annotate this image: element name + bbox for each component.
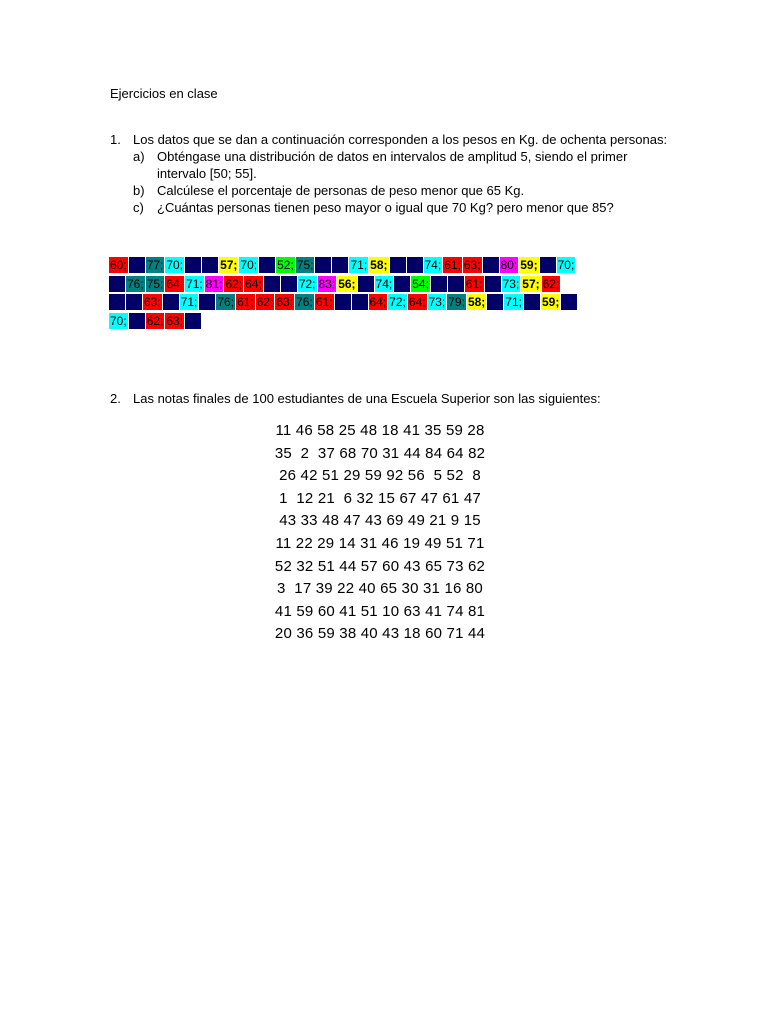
weight-value-text: 73; [502,276,520,291]
weight-value-text: 59; [541,295,560,309]
grades-row: 52 32 51 44 57 60 43 65 73 62 [274,557,486,575]
grades-row: 11 46 58 25 48 18 41 35 59 28 [275,422,485,439]
weight-value [394,276,410,292]
weight-value [180,294,199,310]
weight-value [485,276,501,292]
weight-value [504,294,523,310]
weight-value-text: 79; [448,295,465,309]
item-text: Calcúlese el porcentaje de personas de peso menor que 65 Kg. [157,183,525,198]
weight-value [315,294,334,310]
weight-value-text: 57; [220,258,238,272]
weight-value [146,257,165,273]
weight-value [165,276,184,292]
weight-value-text: 59; [520,258,538,272]
weight-value [146,313,165,329]
weight-value [275,294,294,310]
weight-value [126,276,145,292]
weight-value [109,294,125,310]
weight-value-text: 60; [110,258,127,272]
weight-value [143,294,162,310]
weight-value-text: 58; [467,295,486,309]
weight-value [236,294,255,310]
weight-value-text: 70; [110,313,127,328]
weight-value-text: 76; [296,295,313,309]
weights-line [109,293,649,312]
weights-line [109,312,649,331]
grades-row: 41 59 60 41 51 10 63 41 74 81 [274,602,486,620]
weight-value [335,294,351,310]
weight-value [447,294,466,310]
weight-value [369,257,388,273]
weight-value-text: 76; [127,276,144,291]
weight-value-text: 62; [256,295,274,309]
weight-value [109,313,128,329]
weight-value [165,313,184,329]
weight-value [448,276,464,292]
weight-value-text: 74; [424,258,442,272]
weight-value [264,276,280,292]
weight-value-text: 61; [315,295,333,309]
weight-value [369,294,388,310]
weight-value [202,257,218,273]
weight-value [467,294,486,310]
weight-value [500,257,519,273]
weight-value-text: 81; [205,276,223,291]
item-letter: a) [133,149,145,164]
weight-value [463,257,482,273]
weight-value [411,276,430,292]
question-1-text: Los datos que se dan a continuación corresponden a los pesos en Kg. de ochenta personas: [133,132,668,147]
grades-row: 1 12 21 6 32 15 67 47 61 47 [279,489,481,507]
weight-value [296,257,315,273]
weight-value [219,257,238,273]
weight-value-text: 64; [408,295,426,309]
weight-value-text: 54; [412,276,429,291]
weight-value [126,294,142,310]
question-2-text: Las notas finales de 100 estudiantes de una Escuela Superior son las siguientes: [133,391,601,406]
weight-value-text: 62; [225,276,243,291]
weight-value-text: 71; [505,295,522,309]
weight-value-text: 74; [375,276,393,291]
weight-value [557,257,576,273]
question-1-items [110,148,670,216]
weight-value-text: 62; [146,313,164,328]
weight-value [318,276,337,292]
weight-value [443,257,462,273]
weight-value [349,257,368,273]
weight-value-text: 56; [338,276,356,291]
weight-value-text: 62; [542,276,560,291]
weight-value [109,257,128,273]
weight-value [295,294,314,310]
weight-value-text: 63; [144,295,161,309]
weight-value [483,257,499,273]
weight-value [185,257,201,273]
weight-value [337,276,356,292]
weight-value [352,294,368,310]
weight-value [519,257,538,273]
weight-value [521,276,540,292]
weight-value-text: 75; [146,276,164,291]
weight-value [259,257,275,273]
weight-value-text: 76; [217,295,235,309]
weight-value [205,276,224,292]
weight-value [407,257,423,273]
grades-table [200,420,560,646]
weight-value [358,276,374,292]
weight-value-text: 75; [296,258,314,272]
weight-value [276,257,295,273]
grades-row: 3 17 39 22 40 65 30 31 16 80 [277,580,483,598]
question-1 [110,131,670,216]
weight-value-text: 58; [370,258,388,272]
grades-row: 11 22 29 14 31 46 19 49 51 71 [275,534,485,552]
weight-value [216,294,235,310]
page-title: Ejercicios en clase [110,86,218,101]
weights-line [109,256,649,275]
weight-value-text: 64; [166,276,184,291]
weight-value-text: 61; [444,258,461,272]
question-1-number: 1. [110,132,121,147]
weight-value [129,257,145,273]
weight-value [424,257,443,273]
weight-value-text: 83; [318,276,336,291]
weight-value [239,257,258,273]
weight-value [199,294,215,310]
weight-value [224,276,243,292]
weight-value-text: 70; [166,258,184,272]
weight-value [375,276,394,292]
weights-line [109,275,649,294]
weight-value-text: 70; [557,258,575,272]
weight-value-text: 80; [500,258,518,272]
weight-value [428,294,447,310]
weight-value [332,257,348,273]
weight-value-text: 72; [389,295,406,309]
weight-value [163,294,179,310]
weights-data-block [109,256,649,330]
weight-value [146,276,165,292]
question-1-item-c [133,199,670,216]
weight-value-text: 77; [146,258,164,272]
weight-value [298,276,317,292]
weight-value [408,294,427,310]
grades-row: 20 36 59 38 40 43 18 60 71 44 [274,625,486,643]
weight-value [542,276,561,292]
weight-value [561,294,577,310]
weight-value [165,257,184,273]
weight-value-text: 52; [277,258,294,272]
weight-value [431,276,447,292]
question-2 [110,391,601,406]
weight-value-text: 64; [369,295,387,309]
weight-value [465,276,484,292]
question-1-item-b [133,182,670,199]
weight-value [502,276,521,292]
weight-value [524,294,540,310]
weight-value [185,276,204,292]
weight-value-text: 71; [350,258,368,272]
weight-value [315,257,331,273]
weight-value [185,313,201,329]
question-1-statement [110,131,670,148]
weight-value [109,276,125,292]
weight-value [244,276,263,292]
weight-value [540,257,556,273]
weight-value-text: 71; [180,295,198,309]
weight-value [487,294,503,310]
weight-value-text: 64; [245,276,262,291]
weight-value [388,294,407,310]
weight-value-text: 72; [298,276,316,291]
weight-value-text: 70; [240,258,258,272]
item-letter: b) [133,183,145,198]
item-text: ¿Cuántas personas tienen peso mayor o igual que 70 Kg? pero menor que 85? [157,200,614,215]
weight-value [129,313,145,329]
weight-value-text: 61; [237,295,254,309]
item-letter: c) [133,200,144,215]
weight-value-text: 63; [463,258,481,272]
question-2-number: 2. [110,391,121,406]
weight-value-text: 61; [465,276,483,291]
question-1-item-a [133,148,670,182]
weight-value-text: 57; [522,276,540,291]
grades-row: 26 42 51 29 59 92 56 5 52 8 [279,467,481,485]
grades-row: 43 33 48 47 43 69 49 21 9 15 [279,512,481,530]
weight-value [281,276,297,292]
weight-value [390,257,406,273]
weight-value-text: 73; [428,295,446,309]
grades-row: 35 2 37 68 70 31 44 84 64 82 [274,444,486,462]
item-text: Obténgase una distribución de datos en intervalos de amplitud 5, siendo el primer intervalo [50; 55]. [157,149,628,181]
weight-value-text: 63; [276,295,294,309]
weight-value [256,294,275,310]
weight-value-text: 63; [166,313,184,328]
weight-value [541,294,560,310]
weight-value-text: 71; [186,276,203,291]
